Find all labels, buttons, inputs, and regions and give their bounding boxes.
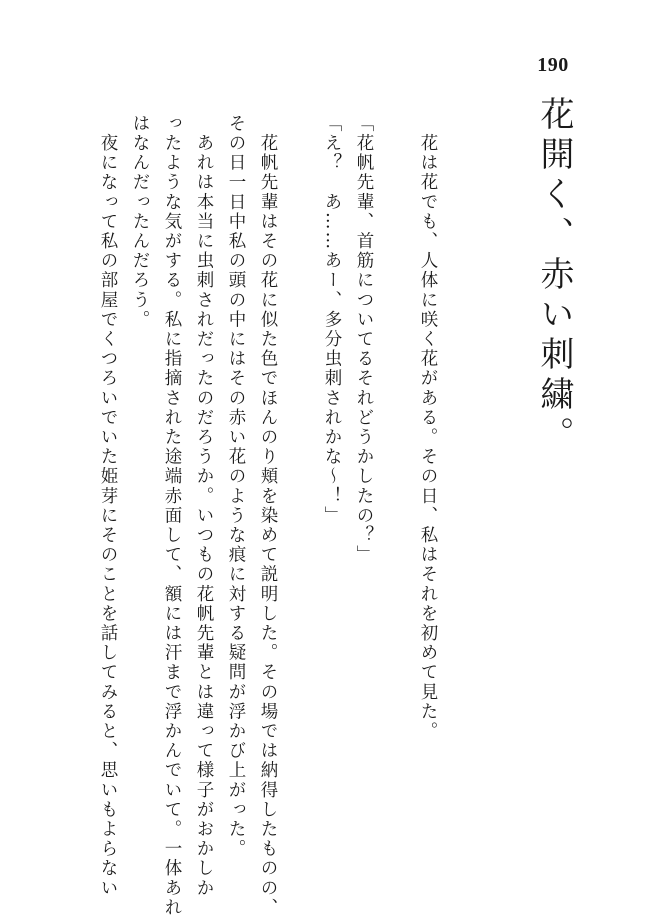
body-line: ったような気がする。私に指摘された途端赤面して、額には汗まで浮かんでいて。一体あれ xyxy=(162,114,182,918)
body-line: その日一日中私の頭の中にはその赤い花のような痕に対する疑問が浮かび上がった。 xyxy=(226,114,246,859)
body-line: あれは本当に虫刺されだったのだろうか。いつもの花帆先輩とは違って様子がおかしか xyxy=(194,114,214,898)
body-line: 花帆先輩はその花に似た色でほんのり頬を染めて説明した。その場では納得したものの、 xyxy=(258,114,278,918)
body-line: 「え？ あ……あー、多分虫刺されかな～！」 xyxy=(322,114,342,526)
body-line: 「花帆先輩、首筋についてるそれどうかしたの？」 xyxy=(354,114,374,565)
body-line: 花は花でも、人体に咲く花がある。その日、私はそれを初めて見た。 xyxy=(418,114,438,742)
body-line: はなんだったんだろう。 xyxy=(130,114,150,330)
chapter-title: 花開く、赤い刺繍。 xyxy=(534,96,574,456)
body-line: 夜になって私の部屋でくつろいでいた姫芽にそのことを話してみると、思いもよらない xyxy=(98,114,118,898)
body-text xyxy=(98,114,444,918)
page-number: 190 xyxy=(537,54,569,76)
